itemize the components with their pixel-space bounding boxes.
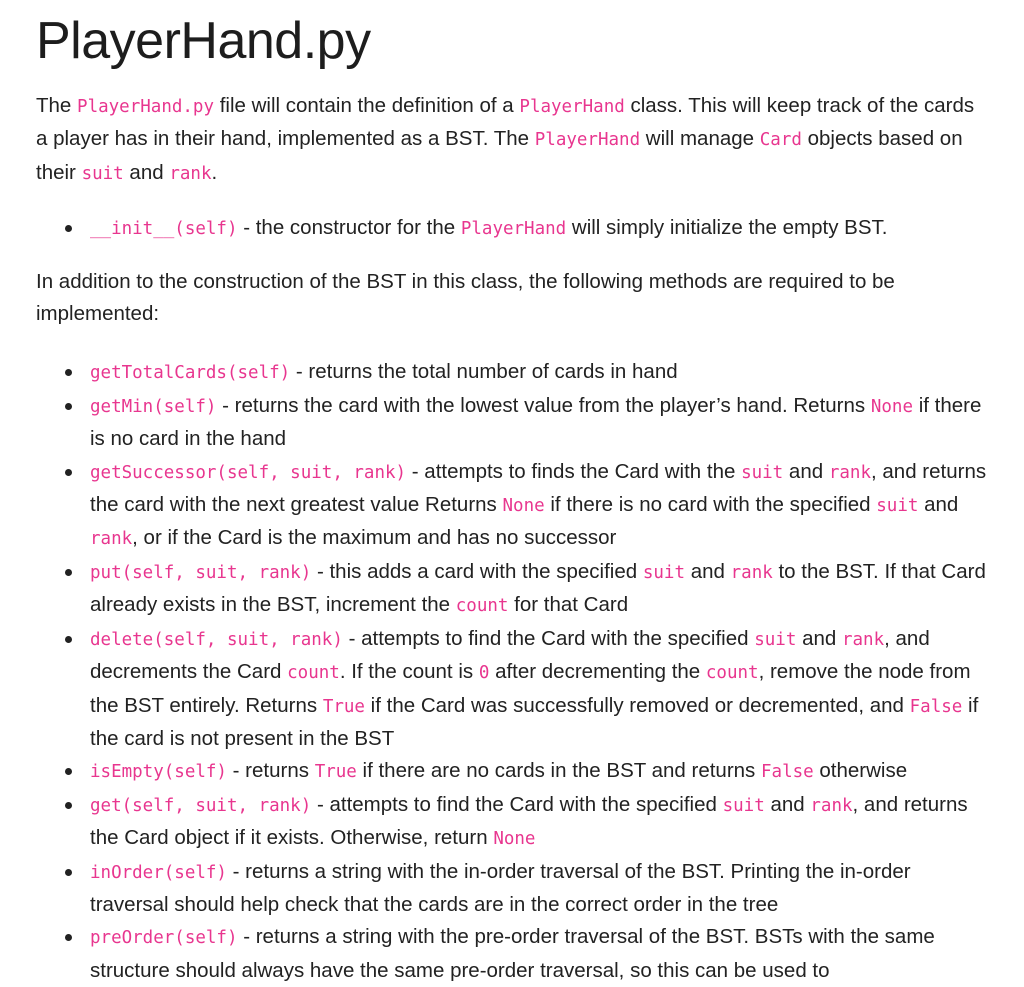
inline-code: rank — [841, 629, 885, 650]
text-run: if there are no cards in the BST and returns — [356, 759, 761, 783]
text-run: , remove the node from the BST entirely. Returns — [90, 660, 971, 717]
list-item — [36, 456, 988, 556]
inline-code: count — [455, 596, 509, 617]
inline-code: isEmpty(self) — [90, 762, 227, 783]
inline-code: rank — [828, 462, 871, 483]
text-run: if there is no card in the hand — [90, 393, 982, 451]
inline-code: get(self, suit, rank) — [90, 795, 312, 816]
text-run: The — [36, 94, 78, 117]
text-run: , and decrements the Card — [90, 626, 930, 684]
list-item — [36, 556, 988, 623]
list-item — [36, 921, 988, 987]
intro-paragraph — [36, 90, 988, 190]
list-item — [36, 789, 988, 856]
list-item — [36, 356, 988, 389]
inline-code: suit — [722, 795, 765, 816]
inline-code: suit — [741, 462, 784, 483]
text-run: , and returns the Card object if it exists. Otherwise, return — [90, 792, 968, 850]
requirements-paragraph — [36, 266, 988, 331]
inline-code: rank — [90, 529, 133, 550]
page-title: PlayerHand.py — [36, 12, 371, 70]
inline-code: getTotalCards(self) — [90, 363, 291, 384]
text-run: - returns — [226, 759, 315, 783]
text-run: if there is no card with the specified — [544, 493, 877, 517]
inline-code: suit — [754, 629, 797, 650]
text-run: - this adds a card with the specified — [311, 559, 643, 583]
inline-code: rank — [730, 562, 773, 583]
inline-code: suit — [81, 163, 124, 184]
inline-code: False — [761, 762, 814, 783]
inline-code: count — [705, 663, 759, 684]
inline-code: delete(self, suit, rank) — [90, 629, 343, 650]
inline-code: PlayerHand.py — [77, 97, 214, 117]
inline-code: inOrder(self) — [90, 862, 227, 883]
list-item — [36, 390, 988, 456]
text-run: otherwise — [813, 759, 908, 783]
constructor-list — [36, 212, 988, 245]
inline-code: True — [314, 762, 357, 783]
inline-code: True — [322, 696, 365, 717]
text-run: . If the count is — [339, 660, 479, 684]
text-run: - attempts to find the Card with the specified — [342, 626, 755, 650]
methods-list — [36, 356, 988, 987]
inline-code: None — [870, 396, 914, 417]
inline-code: getMin(self) — [90, 396, 217, 417]
text-run: and — [764, 792, 811, 816]
inline-code: rank — [169, 163, 212, 184]
text-run: and — [918, 493, 959, 517]
text-run: will manage — [640, 127, 760, 151]
text-run: class. This will keep track of the cards a player has in their hand, implemented as a BST. The — [36, 94, 975, 151]
text-run: , or if the Card is the maximum and has no successor — [132, 526, 617, 550]
inline-code: Card — [759, 130, 802, 151]
text-run: objects based on their — [36, 127, 963, 184]
text-run: - the constructor for the — [237, 216, 461, 240]
text-run: to the BST. If that Card already exists in the BST, increment the — [90, 559, 986, 617]
text-run: and — [685, 559, 731, 583]
text-run: - attempts to find the Card with the specified — [311, 792, 723, 816]
text-run: if the Card was successfully removed or decremented, and — [364, 693, 910, 717]
list-item — [36, 856, 988, 922]
inline-code: preOrder(self) — [90, 928, 238, 949]
inline-code: False — [909, 696, 963, 717]
text-run: and — [783, 459, 829, 483]
list-item — [36, 212, 988, 245]
text-run: if the card is not present in the BST — [90, 693, 979, 750]
inline-code: PlayerHand — [519, 97, 625, 117]
inline-code: count — [287, 663, 340, 684]
inline-code: PlayerHand — [460, 219, 567, 240]
list-item — [36, 755, 988, 788]
text-run: will simply initialize the empty BST. — [566, 216, 888, 240]
inline-code: None — [502, 496, 545, 517]
text-run: - returns the total number of cards in hand — [290, 360, 678, 384]
inline-code: put(self, suit, rank) — [90, 562, 312, 583]
text-run: and — [796, 626, 842, 650]
inline-code: rank — [810, 795, 853, 816]
text-run: . — [211, 160, 218, 184]
inline-code: None — [493, 829, 536, 850]
text-run: - returns a string with the pre-order traversal of the BST. BSTs with the same structure should always have the same pre-order traversal, so this can be used to — [90, 925, 935, 982]
text-run: - returns the card with the lowest value from the player’s hand. Returns — [216, 393, 871, 417]
text-run: - attempts to finds the Card with the — [406, 459, 742, 483]
text-run: , and returns the card with the next greatest value Returns — [90, 459, 987, 517]
text-run: after decrementing the — [489, 660, 706, 684]
text-run: for that Card — [508, 593, 629, 617]
inline-code: __init__(self) — [90, 219, 238, 240]
inline-code: 0 — [478, 663, 490, 684]
text-run: In addition to the construction of the BST in this class, the following methods are required to be implemented: — [36, 269, 895, 326]
text-run: and — [123, 160, 170, 184]
list-item — [36, 623, 988, 756]
inline-code: getSuccessor(self, suit, rank) — [90, 462, 407, 483]
inline-code: suit — [876, 496, 919, 517]
text-run: file will contain the definition of a — [214, 94, 520, 117]
text-run: - returns a string with the in-order traversal of the BST. Printing the in-order traversal should help check that the cards are in the correct order in the tree — [90, 859, 911, 916]
inline-code: PlayerHand — [534, 130, 641, 151]
inline-code: suit — [642, 562, 686, 583]
